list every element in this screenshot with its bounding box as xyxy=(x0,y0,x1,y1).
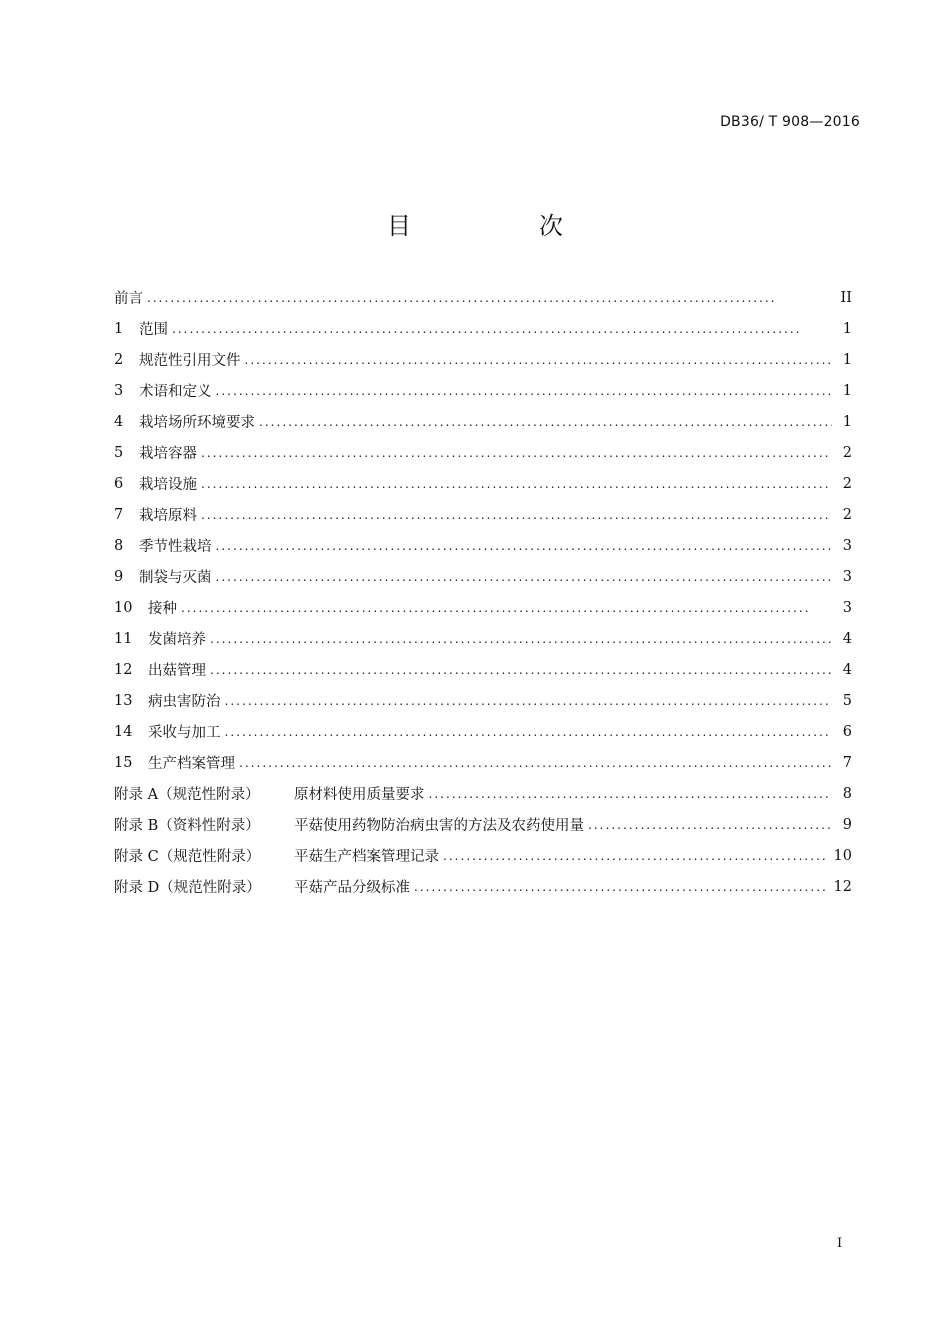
toc-entry-3[interactable] xyxy=(114,375,852,406)
toc-entry-number: 2 xyxy=(114,351,124,368)
toc-entry-number: 13 xyxy=(114,692,133,709)
toc-entry-page: 4 xyxy=(842,661,852,678)
toc-entry-appendix-b[interactable] xyxy=(114,809,852,840)
toc-entry-label: 接种 xyxy=(148,601,177,617)
toc-entry-number: 5 xyxy=(114,444,124,461)
toc-dot-leader xyxy=(588,816,832,834)
toc-entry-label: 出菇管理 xyxy=(148,663,206,679)
document-code: DB36/ T 908—2016 xyxy=(720,114,860,130)
toc-entry-number: 15 xyxy=(114,754,133,771)
toc-entry-page: 2 xyxy=(842,444,852,461)
toc-dot-leader xyxy=(216,382,833,400)
toc-dot-leader xyxy=(443,847,826,865)
toc-entry-number: 9 xyxy=(114,568,124,585)
toc-entry-label: 病虫害防治 xyxy=(148,694,221,710)
toc-entry-page: 1 xyxy=(842,351,852,368)
toc-entry-page: 9 xyxy=(842,816,852,833)
toc-entry-page: 4 xyxy=(842,630,852,647)
toc-entry-page: 7 xyxy=(842,754,852,771)
toc-entry-label: 平菇产品分级标准 xyxy=(294,880,410,896)
toc-entry-number: 1 xyxy=(114,320,124,337)
toc-entry-4[interactable] xyxy=(114,406,852,437)
toc-entry-page: 2 xyxy=(842,506,852,523)
toc-entry-label: 规范性引用文件 xyxy=(139,353,241,369)
toc-dot-leader xyxy=(210,630,832,648)
toc-entry-number: 4 xyxy=(114,413,124,430)
toc-entry-label: 术语和定义 xyxy=(139,384,212,400)
toc-entry-11[interactable] xyxy=(114,623,852,654)
toc-entry-page: 3 xyxy=(842,537,852,554)
toc-entry-label: 发菌培养 xyxy=(148,632,206,648)
toc-dot-leader xyxy=(172,320,832,338)
toc-entry-12[interactable] xyxy=(114,654,852,685)
toc-entry-label: 平菇生产档案管理记录 xyxy=(294,849,439,865)
toc-entry-number: 7 xyxy=(114,506,124,523)
toc-entry-6[interactable] xyxy=(114,468,852,499)
toc-dot-leader xyxy=(429,785,833,803)
toc-entry-8[interactable] xyxy=(114,530,852,561)
toc-entry-5[interactable] xyxy=(114,437,852,468)
toc-dot-leader xyxy=(210,661,832,679)
toc-entry-page: II xyxy=(840,289,852,306)
toc-entry-page: 5 xyxy=(842,692,852,709)
toc-entry-page: 8 xyxy=(842,785,852,802)
toc-dot-leader xyxy=(181,599,832,617)
page-title: 目 次 xyxy=(387,212,615,240)
toc-dot-leader xyxy=(201,444,832,462)
toc-entry-13[interactable] xyxy=(114,685,852,716)
toc-entry-14[interactable] xyxy=(114,716,852,747)
toc-entry-label: 栽培原料 xyxy=(139,508,197,524)
toc-entry-page: 2 xyxy=(842,475,852,492)
toc-dot-leader xyxy=(201,506,832,524)
toc-entry-label: 原材料使用质量要求 xyxy=(294,787,425,803)
toc-entry-page: 1 xyxy=(842,413,852,430)
toc-entry-label: 采收与加工 xyxy=(148,725,221,741)
table-of-contents xyxy=(114,282,852,902)
toc-entry-label: 栽培容器 xyxy=(139,446,197,462)
toc-entry-15[interactable] xyxy=(114,747,852,778)
toc-appendix-prefix: 附录 A（规范性附录） xyxy=(114,787,260,803)
toc-entry-number: 12 xyxy=(114,661,133,678)
toc-appendix-prefix: 附录 B（资料性附录） xyxy=(114,818,260,834)
toc-dot-leader xyxy=(225,692,833,710)
toc-appendix-prefix: 附录 D（规范性附录） xyxy=(114,880,261,896)
toc-entry-1[interactable] xyxy=(114,313,852,344)
toc-dot-leader xyxy=(414,878,826,896)
toc-entry-label: 栽培场所环境要求 xyxy=(139,415,255,431)
toc-entry-number: 6 xyxy=(114,475,124,492)
toc-entry-label: 平菇使用药物防治病虫害的方法及农药使用量 xyxy=(294,818,584,834)
toc-entry-number: 11 xyxy=(114,630,133,647)
toc-entry-number: 3 xyxy=(114,382,124,399)
toc-entry-appendix-d[interactable] xyxy=(114,871,852,902)
toc-entry-7[interactable] xyxy=(114,499,852,530)
toc-entry-number: 10 xyxy=(114,599,133,616)
toc-dot-leader xyxy=(147,289,832,307)
toc-entry-page: 1 xyxy=(842,320,852,337)
toc-entry-appendix-c[interactable] xyxy=(114,840,852,871)
toc-entry-page: 1 xyxy=(842,382,852,399)
toc-entry-number: 8 xyxy=(114,537,124,554)
page-number: I xyxy=(837,1236,843,1251)
toc-entry-label: 制袋与灭菌 xyxy=(139,570,212,586)
toc-dot-leader xyxy=(259,413,832,431)
toc-entry-label: 生产档案管理 xyxy=(148,756,235,772)
toc-entry-label: 范围 xyxy=(139,322,168,338)
toc-entry-10[interactable] xyxy=(114,592,852,623)
toc-dot-leader xyxy=(201,475,832,493)
toc-entry-page: 6 xyxy=(842,723,852,740)
toc-entry-2[interactable] xyxy=(114,344,852,375)
toc-entry-page: 10 xyxy=(833,847,852,864)
toc-dot-leader xyxy=(225,723,833,741)
toc-dot-leader xyxy=(216,537,833,555)
toc-appendix-prefix: 附录 C（规范性附录） xyxy=(114,849,261,865)
toc-entry-appendix-a[interactable] xyxy=(114,778,852,809)
toc-entry-foreword[interactable] xyxy=(114,282,852,313)
toc-entry-page: 12 xyxy=(833,878,852,895)
toc-entry-label: 前言 xyxy=(114,291,143,307)
toc-entry-page: 3 xyxy=(842,599,852,616)
toc-entry-9[interactable] xyxy=(114,561,852,592)
toc-entry-number: 14 xyxy=(114,723,133,740)
toc-entry-page: 3 xyxy=(842,568,852,585)
toc-dot-leader xyxy=(245,351,833,369)
toc-entry-label: 栽培设施 xyxy=(139,477,197,493)
toc-dot-leader xyxy=(216,568,833,586)
toc-dot-leader xyxy=(239,754,832,772)
toc-entry-label: 季节性栽培 xyxy=(139,539,212,555)
